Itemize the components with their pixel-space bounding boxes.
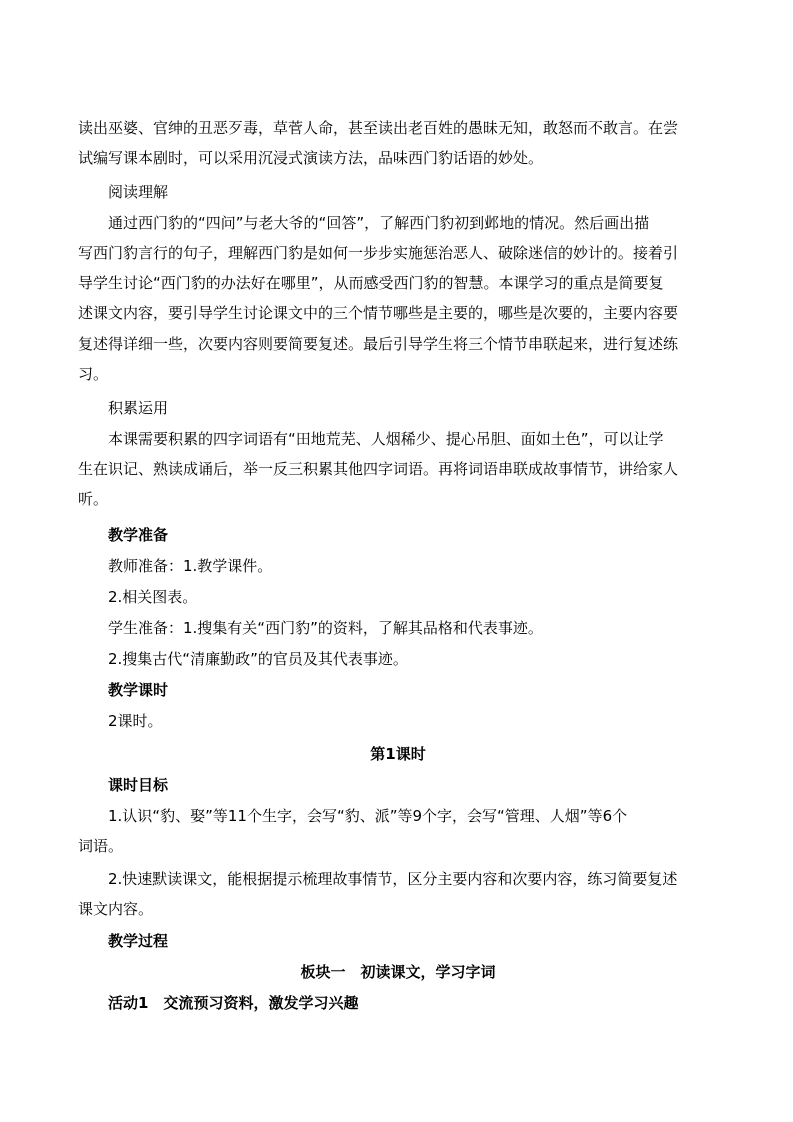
goal-heading: 课时目标 bbox=[108, 776, 169, 794]
intro-line-2: 试编写课本剧时，可以采用沉浸式演读方法，品味西门豹话语的妙处。 bbox=[78, 149, 544, 167]
prep-heading: 教学准备 bbox=[108, 526, 169, 544]
goal-2-line-1: 2.快速默读课文，能根据提示梳理故事情节，区分主要内容和次要内容，练习简要复述 bbox=[108, 870, 678, 888]
goal-1-line-2: 词语。 bbox=[78, 837, 124, 855]
reading-line-3: 导学生讨论“西门豹的办法好在哪里”，从而感受西门豹的智慧。本课学习的重点是简要复 bbox=[78, 274, 664, 292]
intro-line-1: 读出巫婆、官绅的丑恶歹毒，草菅人命，甚至读出老百姓的愚昧无知，敢怒而不敢言。在尝 bbox=[78, 119, 679, 137]
activity-1-heading: 活动1 交流预习资料，激发学习兴趣 bbox=[108, 994, 359, 1012]
teacher-prep-1: 教师准备：1.教学课件。 bbox=[108, 557, 273, 575]
goal-1-line-1: 1.认识“豹、娶”等11个生字，会写“豹、派”等9个字，会写“管理、人烟”等6个 bbox=[108, 807, 628, 825]
reading-line-2: 写西门豹言行的句子，理解西门豹是如何一步步实施惩治恶人、破除迷信的妙计的。接着引 bbox=[78, 244, 679, 262]
accumulate-line-2: 生在识记、熟读成诵后，举一反三积累其他四字词语。再将词语串联成故事情节，讲给家人 bbox=[78, 460, 679, 478]
reading-line-5: 复述得详细一些，次要内容则要简要复述。最后引导学生将三个情节串联起来，进行复述练 bbox=[78, 335, 679, 353]
accumulate-line-1: 本课需要积累的四字词语有“田地荒芜、人烟稀少、提心吊胆、面如土色”，可以让学 bbox=[108, 430, 664, 448]
reading-line-1: 通过西门豹的“四问”与老大爷的“回答”，了解西门豹初到邺地的情况。然后画出描 bbox=[108, 214, 650, 232]
student-prep-2: 2.搜集古代“清廉勤政”的官员及其代表事迹。 bbox=[108, 650, 408, 668]
accumulate-line-3: 听。 bbox=[78, 490, 109, 508]
reading-line-4: 述课文内容，要引导学生讨论课文中的三个情节哪些是主要的，哪些是次要的，主要内容要 bbox=[78, 304, 679, 322]
process-heading: 教学过程 bbox=[108, 932, 169, 950]
reading-line-6: 习。 bbox=[78, 365, 109, 383]
lesson-title: 第1课时 bbox=[370, 745, 426, 763]
hours-heading: 教学课时 bbox=[108, 681, 169, 699]
goal-2-line-2: 课文内容。 bbox=[78, 900, 154, 918]
reading-heading: 阅读理解 bbox=[108, 183, 169, 201]
block-title: 板块一 初读课文，学习字词 bbox=[300, 963, 496, 981]
teacher-prep-2: 2.相关图表。 bbox=[108, 588, 198, 606]
student-prep-1: 学生准备：1.搜集有关“西门豹”的资料，了解其品格和代表事迹。 bbox=[108, 619, 543, 637]
accumulate-heading: 积累运用 bbox=[108, 399, 169, 417]
hours-value: 2课时。 bbox=[108, 712, 163, 730]
